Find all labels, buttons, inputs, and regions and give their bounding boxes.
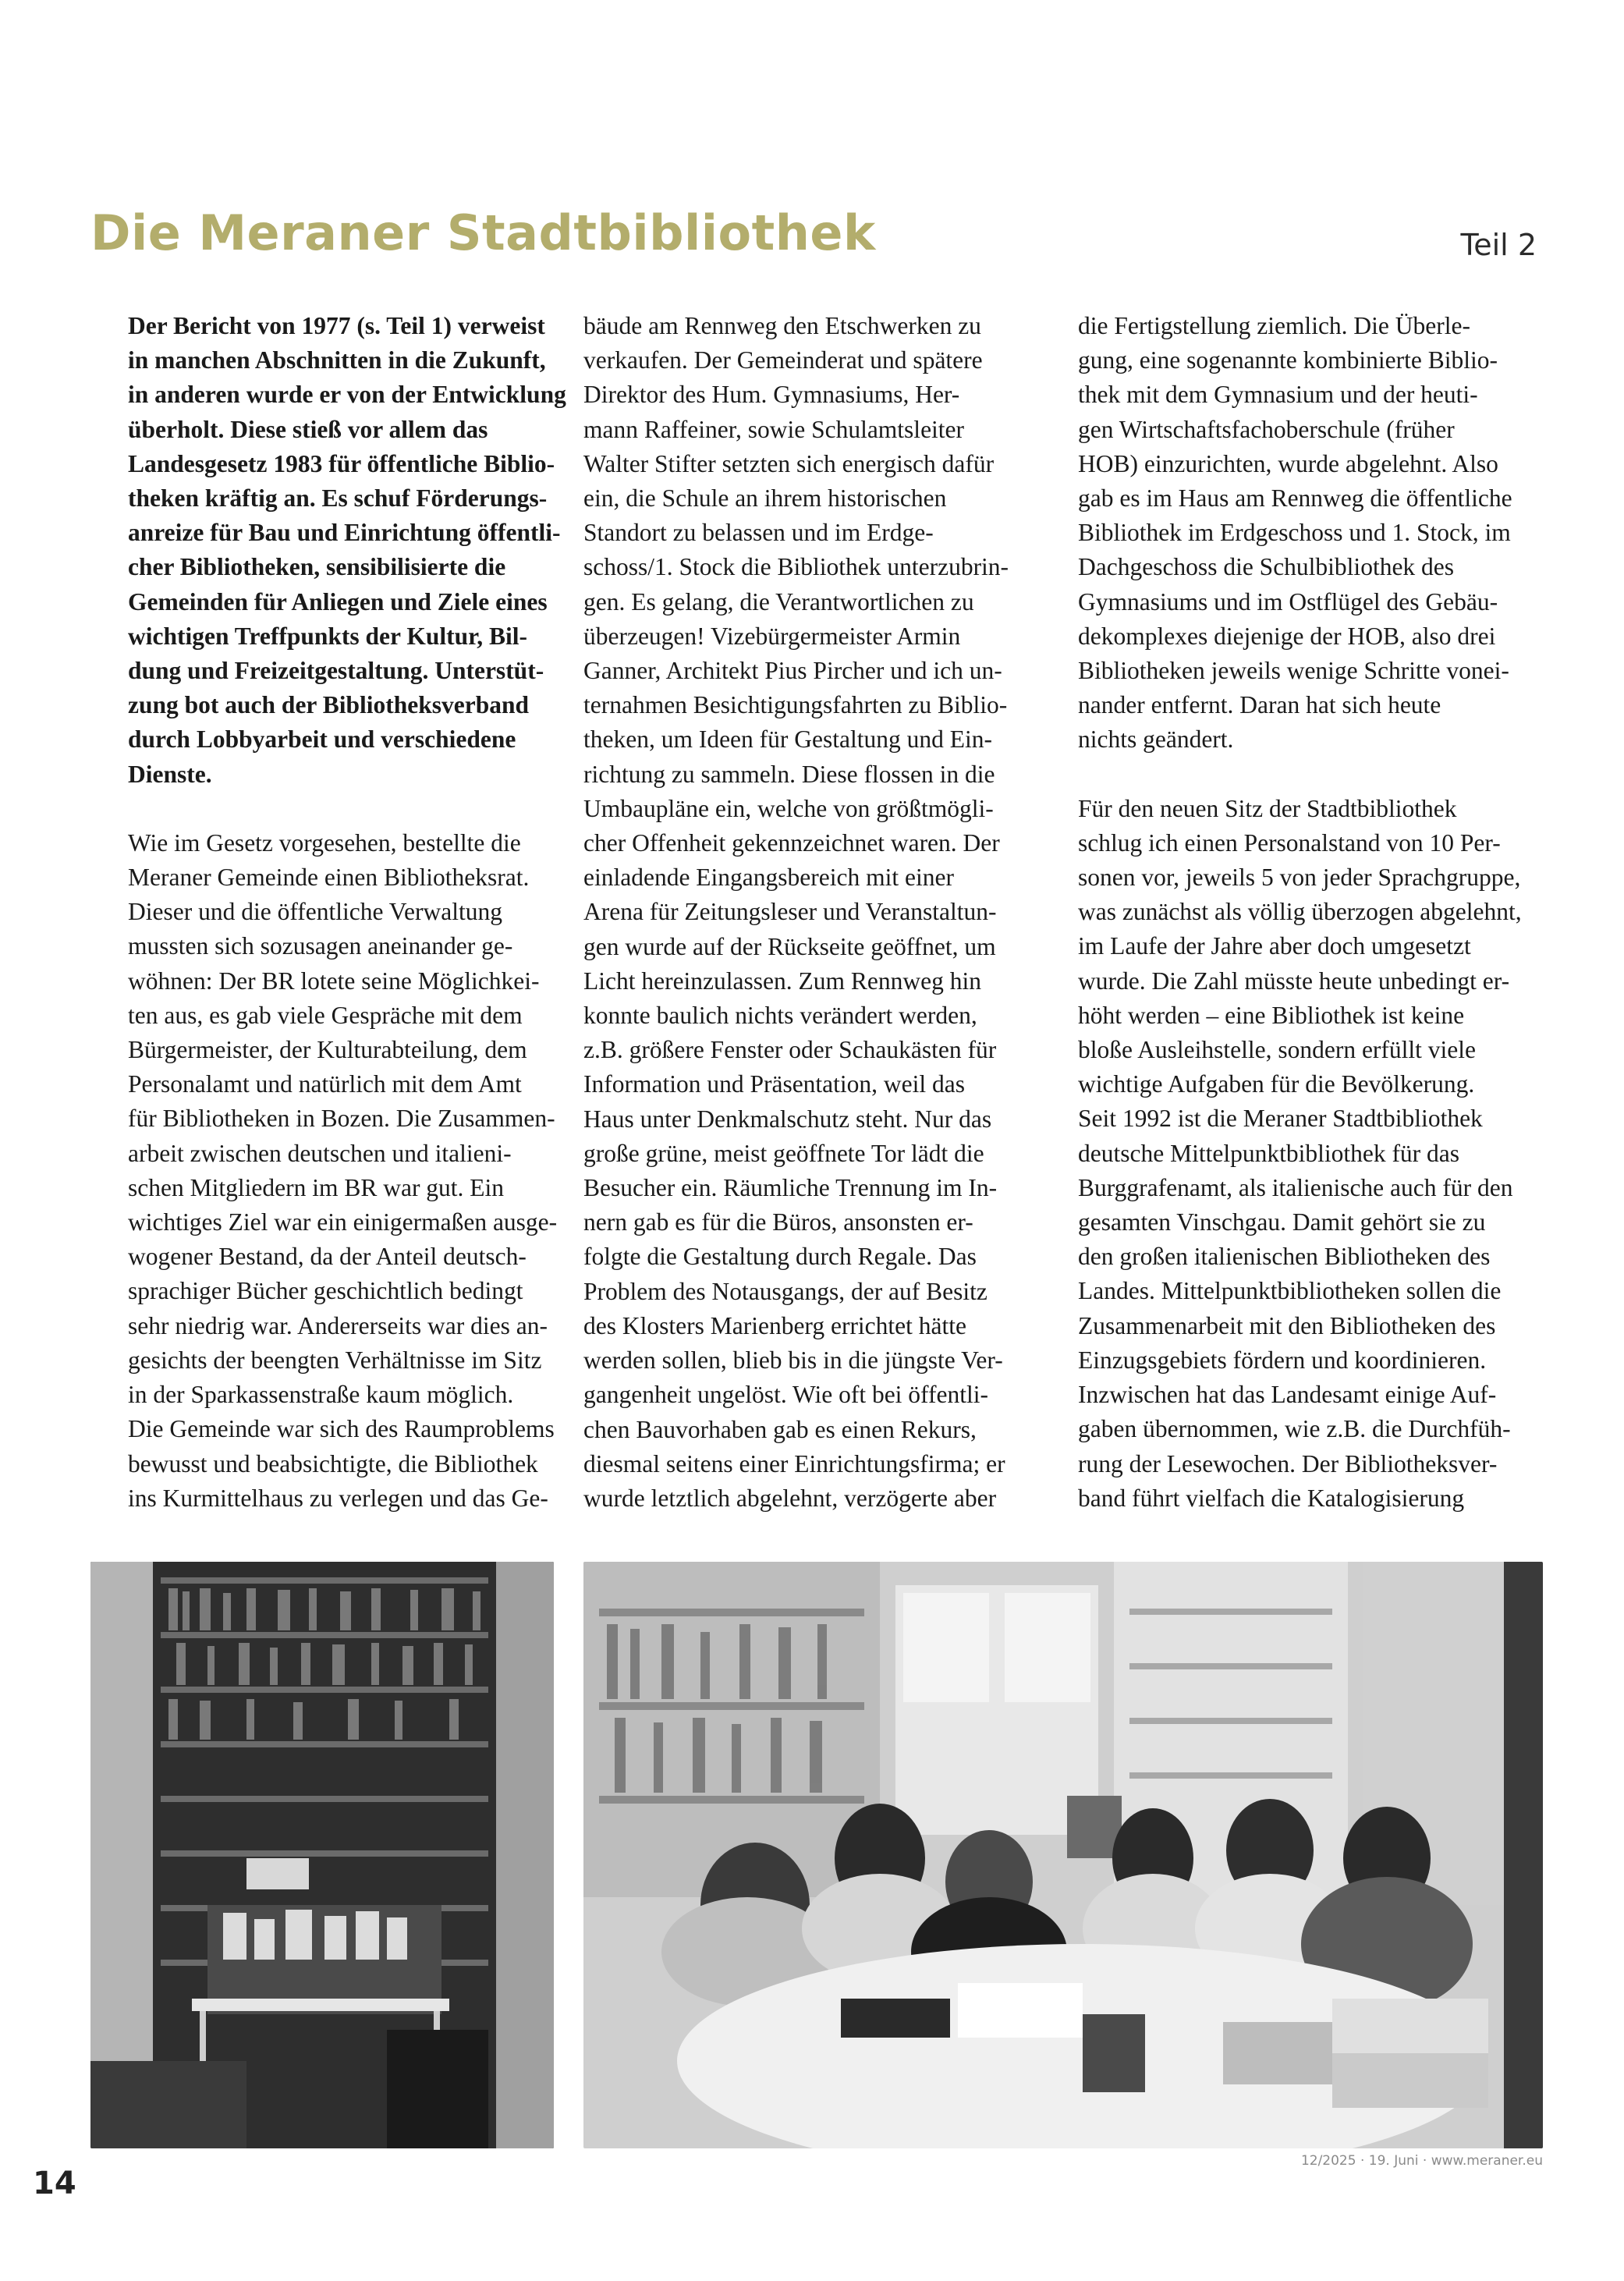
text-line: gab es im Haus am Rennweg die öffentliche [1078,484,1512,513]
text-line: bäude am Rennweg den Etschwerken zu [583,312,981,339]
text-line: deutsche Mittelpunktbibliothek für das [1078,1139,1460,1167]
text-line: Zusammenarbeit mit den Bibliotheken des [1078,1311,1496,1339]
text-line: sehr niedrig war. Andererseits war dies an- [128,1311,548,1339]
text-line: Inzwischen hat das Landesamt einige Auf- [1078,1381,1497,1409]
text-line: Bürgermeister, der Kulturabteilung, dem [128,1036,527,1064]
text-line: wurde letztlich abgelehnt, verzögerte aber [583,1484,997,1512]
text-line: ein, die Schule an ihrem historischen [583,484,947,513]
text-line: Wie im Gesetz vorgesehen, bestellte die [128,828,521,857]
text-line: Dieser und die öffentliche Verwaltung [128,898,502,926]
text-line: einladende Eingangsbereich mit einer [583,864,954,892]
text-line: für Bibliotheken in Bozen. Die Zusammen- [128,1105,555,1133]
text-line: Burggrafenamt, als italienische auch für den [1078,1173,1513,1201]
text-line: gesamten Vinschgau. Damit gehört sie zu [1078,1208,1486,1236]
text-line: arbeit zwischen deutschen und italieni- [128,1139,512,1167]
text-line: sprachiger Bücher geschichtlich bedingt [128,1277,523,1305]
text-line: theken kräftig an. Es schuf Förderungs- [128,484,548,513]
lead-paragraph [128,309,576,792]
text-line: Direktor des Hum. Gymnasiums, Her- [583,381,960,409]
paragraph-gap [128,792,576,826]
text-line: in manchen Abschnitten in die Zukunft, [128,346,546,374]
text-line: nichts geändert. [1078,725,1234,754]
text-line: schoss/1. Stock die Bibliothek unterzubrin- [583,553,1009,581]
text-line: bloße Ausleihstelle, sondern erfüllt viele [1078,1036,1476,1064]
part-label: Teil 2 [1460,228,1537,262]
text-column-2 [583,309,1032,1516]
text-line: Die Gemeinde war sich des Raumproblems [128,1415,555,1443]
text-line: durch Lobbyarbeit und verschiedene [128,725,516,754]
text-line: mann Raffeiner, sowie Schulamtsleiter [583,415,965,443]
text-line: theken, um Ideen für Gestaltung und Ein- [583,725,992,754]
text-line: im Laufe der Jahre aber doch umgesetzt [1078,932,1471,960]
text-line: folgte die Gestaltung durch Regale. Das [583,1243,977,1271]
text-line: wogener Bestand, da der Anteil deutsch- [128,1243,527,1271]
text-line: Personalamt und natürlich mit dem Amt [128,1070,522,1098]
text-line: nander entfernt. Daran hat sich heute [1078,691,1441,719]
text-line: überholt. Diese stieß vor allem das [128,415,488,443]
body-paragraph [128,826,576,1516]
text-line: was zunächst als völlig überzogen abgelehnt, [1078,898,1522,926]
text-line: diesmal seitens einer Einrichtungsfirma; er [583,1449,1005,1478]
body-paragraph [1078,792,1526,1516]
text-line: den großen italienischen Bibliotheken des [1078,1243,1491,1271]
text-line: gen. Es gelang, die Verantwortlichen zu [583,587,974,615]
page-number: 14 [33,2166,76,2201]
paragraph-gap [1078,757,1526,792]
text-line: in der Sparkassenstraße kaum möglich. [128,1381,514,1409]
text-line: cher Offenheit gekennzeichnet waren. Der [583,829,1000,857]
text-line: wichtige Aufgaben für die Bevölkerung. [1078,1070,1475,1098]
text-line: die Fertigstellung ziemlich. Die Überle- [1078,312,1470,339]
photo-bookshelves [90,1562,554,2148]
article-title: Die Meraner Stadtbibliothek [90,204,876,261]
text-line: dekomplexes diejenige der HOB, also drei [1078,622,1496,650]
text-line: zung bot auch der Bibliotheksverband [128,691,530,719]
text-line: Umbaupläne ein, welche von größtmögli- [583,794,994,822]
text-column-1 [128,309,576,1516]
text-line: ternahmen Besichtigungsfahrten zu Biblio- [583,691,1008,719]
text-line: Ganner, Architekt Pius Pircher und ich un- [583,657,1002,685]
text-line: schlug ich einen Personalstand von 10 Per- [1078,828,1501,857]
text-line: cher Bibliotheken, sensibilisierte die [128,553,506,581]
text-line: konnte baulich nichts verändert werden, [583,1002,977,1030]
text-line: bewusst und beabsichtigte, die Bibliothek [128,1449,538,1478]
text-line: Haus unter Denkmalschutz steht. Nur das [583,1105,992,1133]
text-line: schen Mitgliedern im BR war gut. Ein [128,1173,505,1201]
text-line: Gemeinden für Anliegen und Ziele eines [128,587,548,615]
text-line: ten aus, es gab viele Gespräche mit dem [128,1001,523,1029]
text-line: ins Kurmittelhaus zu verlegen und das Ge- [128,1484,548,1512]
text-line: Information und Präsentation, weil das [583,1070,966,1098]
text-line: gen Wirtschaftsfachoberschule (früher [1078,415,1455,443]
text-line: z.B. größere Fenster oder Schaukästen für [583,1036,997,1064]
issue-info: 12/2025 · 19. Juni · www.meraner.eu [1300,2153,1543,2169]
text-line: Gymnasiums und im Ostflügel des Gebäu- [1078,587,1498,615]
text-line: des Klosters Marienberg errichtet hätte [583,1311,966,1339]
text-line: Standort zu belassen und im Erdge- [583,519,934,547]
text-line: werden sollen, blieb bis in die jüngste Ver- [583,1346,1003,1375]
text-line: Bibliotheken jeweils wenige Schritte vonei- [1078,657,1509,685]
text-line: wurde. Die Zahl müsste heute unbedingt er- [1078,967,1510,995]
text-line: nern gab es für die Büros, ansonsten er- [583,1208,973,1236]
text-line: große grüne, meist geöffnete Tor lädt die [583,1139,984,1167]
text-line: sonen vor, jeweils 5 von jeder Sprachgruppe, [1078,864,1521,892]
text-line: in anderen wurde er von der Entwicklung [128,381,566,409]
text-line: Dienste. [128,760,212,788]
text-line: Problem des Notausgangs, der auf Besitz [583,1277,988,1305]
text-line: Dachgeschoss die Schulbibliothek des [1078,553,1455,581]
text-line: rung der Lesewochen. Der Bibliotheksver- [1078,1449,1498,1478]
text-line: Licht hereinzulassen. Zum Rennweg hin [583,967,981,995]
text-line: Landes. Mittelpunktbibliotheken sollen die [1078,1277,1502,1305]
body-paragraph [1078,309,1526,757]
text-line: gen wurde auf der Rückseite geöffnet, um [583,932,996,960]
text-line: wöhnen: Der BR lotete seine Möglichkei- [128,967,540,995]
text-line: Bibliothek im Erdgeschoss und 1. Stock, im [1078,519,1511,547]
text-line: gaben übernommen, wie z.B. die Durchfüh- [1078,1415,1511,1443]
text-line: chen Bauvorhaben gab es einen Rekurs, [583,1415,977,1443]
text-line: Landesgesetz 1983 für öffentliche Biblio- [128,449,555,477]
text-line: Der Bericht von 1977 (s. Teil 1) verweist [128,312,545,339]
text-line: Für den neuen Sitz der Stadtbibliothek [1078,794,1457,822]
text-line: gangenheit ungelöst. Wie oft bei öffentli- [583,1381,988,1409]
text-line: Meraner Gemeinde einen Bibliotheksrat. [128,864,530,892]
text-line: gesichts der beengten Verhältnisse im Sitz [128,1346,542,1374]
text-line: anreize für Bau und Einrichtung öffentli- [128,519,561,547]
text-line: Arena für Zeitungsleser und Veranstaltun- [583,898,997,926]
text-line: band führt vielfach die Katalogisierung [1078,1484,1465,1512]
text-line: wichtigen Treffpunkts der Kultur, Bil- [128,622,527,650]
text-line: Einzugsgebiets fördern und koordinieren. [1078,1346,1487,1374]
text-line: gung, eine sogenannte kombinierte Biblio- [1078,346,1498,374]
text-line: verkaufen. Der Gemeinderat und spätere [583,346,983,374]
text-line: HOB) einzurichten, wurde abgelehnt. Also [1078,449,1498,477]
photo-meeting-table [583,1562,1543,2148]
text-line: Walter Stifter setzten sich energisch dafür [583,449,995,477]
text-line: mussten sich sozusagen aneinander ge- [128,932,513,960]
text-column-3 [1078,309,1526,1516]
text-line: Besucher ein. Räumliche Trennung im In- [583,1174,998,1202]
text-line: höht werden – eine Bibliothek ist keine [1078,1001,1465,1029]
text-line: richtung zu sammeln. Diese flossen in die [583,760,995,788]
text-line: Seit 1992 ist die Meraner Stadtbibliothek [1078,1105,1483,1133]
text-line: thek mit dem Gymnasium und der heuti- [1078,381,1478,409]
text-line: überzeugen! Vizebürgermeister Armin [583,622,961,650]
text-line: wichtiges Ziel war ein einigermaßen ausge- [128,1208,558,1236]
text-line: dung und Freizeitgestaltung. Unterstüt- [128,657,544,685]
body-paragraph [583,309,1032,1516]
